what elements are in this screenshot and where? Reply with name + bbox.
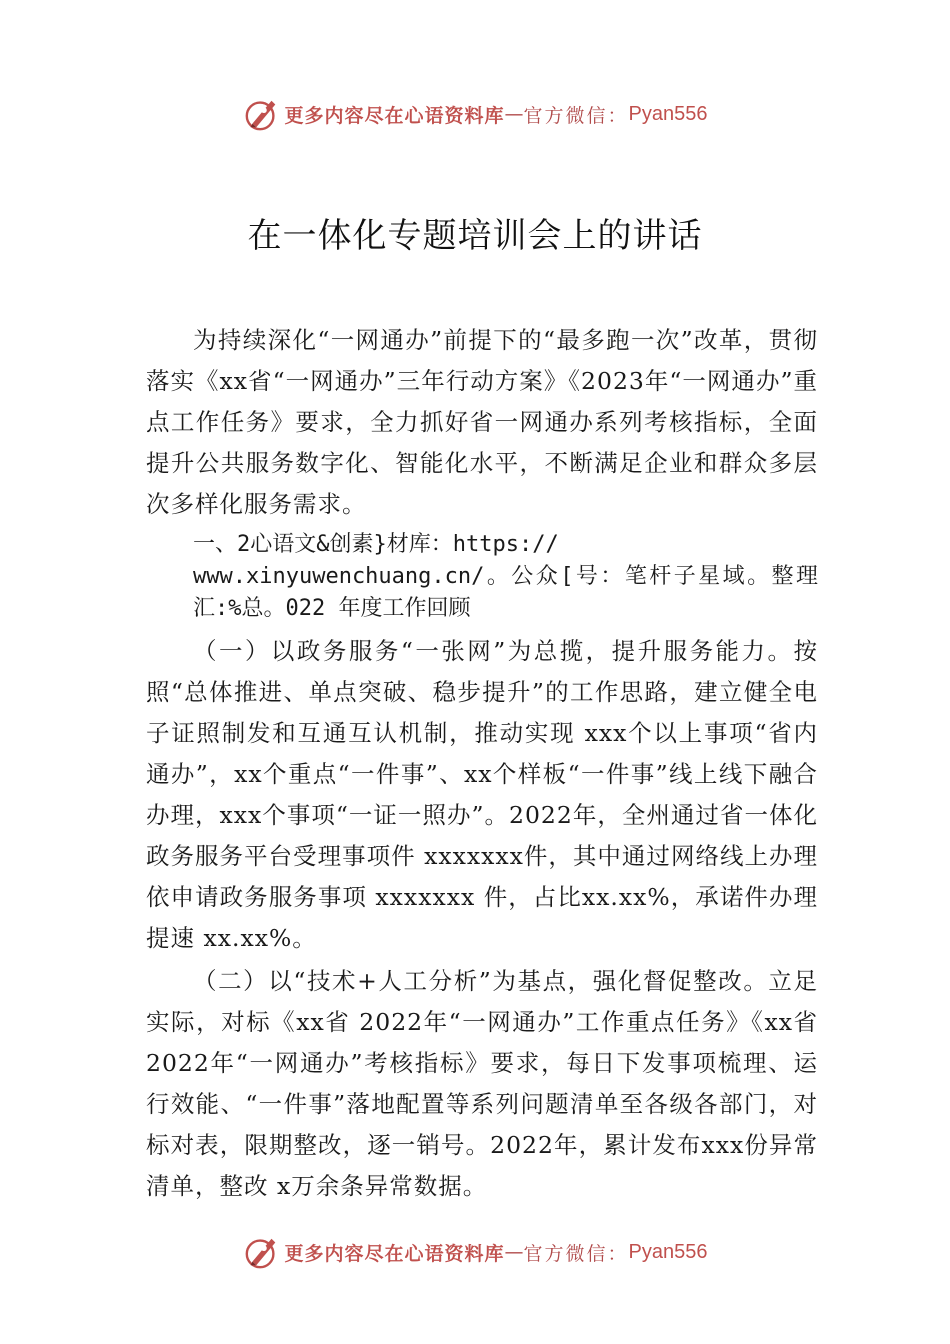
watermark-subtext: 官方微信： [523, 1242, 629, 1265]
paragraph-section-heading [146, 529, 818, 625]
paragraph-supervision: （二）以“技术+人工分析”为基点，强化督促整改。立足实际，对标《xx省 2022年“一网通办”工作重点任务》《xx省 2022年“一网通办”考核指标》要求，每日下发事项梳理、运行效能、“一件事”落地配置等系列问题清单至各级各部门，对标对表，限期整改，逐一销号。2022年，累计发布xxx份异常清单，整改 x万余条异常数据。 [146, 967, 818, 1200]
document-body [146, 320, 818, 1207]
watermark-footer [0, 1232, 950, 1272]
watermark-id: Pyan556 [628, 1240, 708, 1263]
watermark-separator: — [504, 103, 524, 125]
watermark-header [0, 94, 950, 134]
paragraph-intro: 为持续深化“一网通办”前提下的“最多跑一次”改革，贯彻落实《xx省“一网通办”三年行动方案》《2023年“一网通办”重点工作任务》要求，全力抓好省一网通办系列考核指标，全面提升公共服务数字化、智能化水平，不断满足企业和群众多层次多样化服务需求。 [146, 326, 818, 518]
section-heading-line-2: www.xinyuwenchuang.cn/。公众[号：笔杆子星域。整理汇:%总。022 年度工作回顾 [193, 564, 818, 621]
document-title: 在一体化专题培训会上的讲话 [247, 216, 703, 256]
watermark-separator: — [504, 1241, 524, 1263]
section-heading-line-1: 一、2心语文&创素}材库：https:// [193, 532, 559, 557]
paragraph-service-capacity: （一）以政务服务“一张网”为总揽，提升服务能力。按照“总体推进、单点突破、稳步提升”的工作思路，建立健全电子证照制发和互通互认机制，推动实现 xxx个以上事项“省内通办”，xx个重点“一件事”、xx个样板“一件事”线上线下融合办理，xxx个事项“一证一照办”。2022年，全州通过省一体化政务服务平台受理事项件 xxxxxxx件，其中通过网络线上办理依申请政务服务事项 xxxxxxx 件，占比xx.xx%，承诺件办理提速 xx.xx%。 [146, 637, 818, 952]
pen-logo-icon [243, 1233, 281, 1271]
watermark-text: 更多内容尽在心语资料库 [284, 104, 505, 127]
watermark-text: 更多内容尽在心语资料库 [284, 1242, 505, 1265]
pen-logo-icon [243, 95, 281, 133]
watermark-id: Pyan556 [628, 102, 708, 125]
watermark-subtext: 官方微信： [523, 104, 629, 127]
